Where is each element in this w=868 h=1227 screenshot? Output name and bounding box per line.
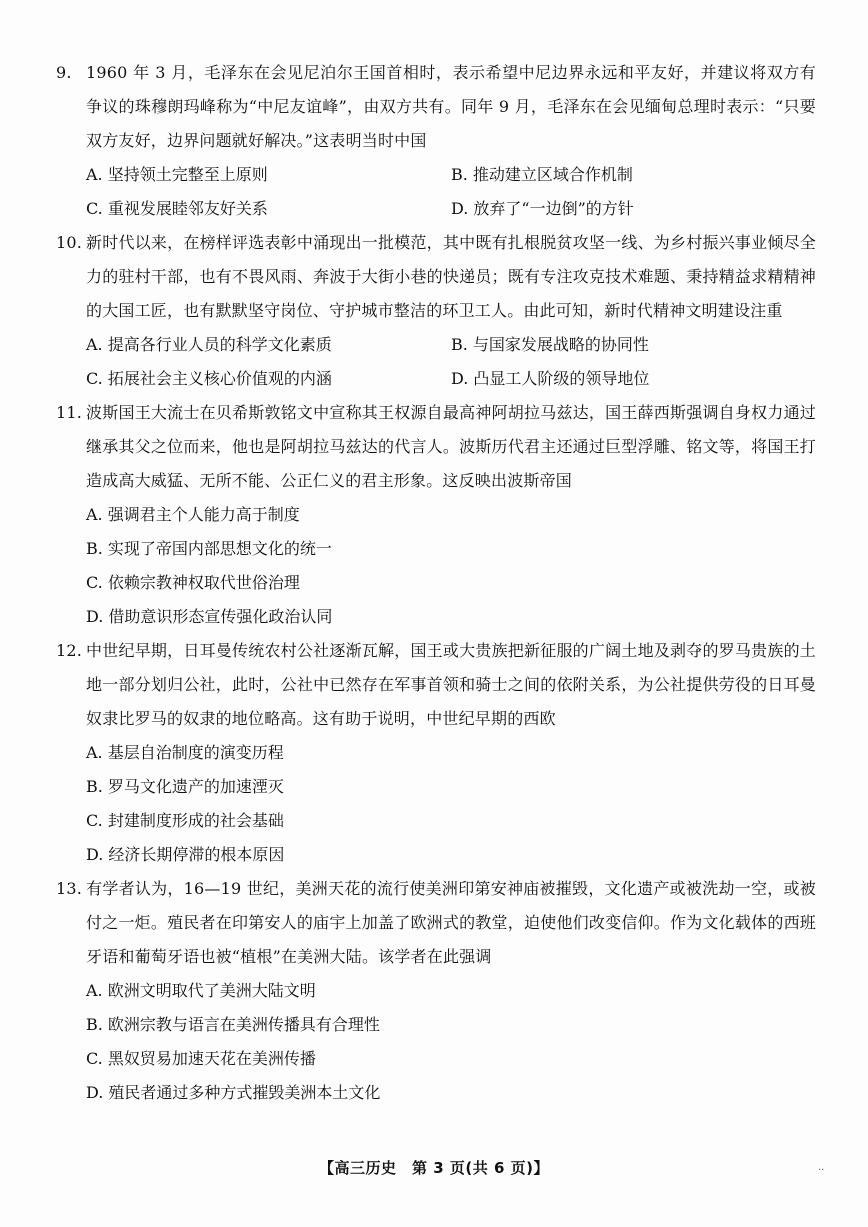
option-a[interactable]: A. 强调君主个人能力高于制度: [86, 505, 300, 524]
question-stem: [56, 226, 816, 328]
answer-options: [56, 974, 816, 1110]
option-a[interactable]: A. 欧洲文明取代了美洲大陆文明: [86, 981, 316, 1000]
question-text: 新时代以来，在榜样评选表彰中涌现出一批模范，其中既有扎根脱贫攻坚一线、为乡村振兴事业倾尽全力的驻村干部，也有不畏风雨、奔波于大街小巷的快递员；既有专注攻克技术难题、秉持精益求精精神的大国工匠，也有默默坚守岗位、守护城市整洁的环卫工人。由此可知，新时代精神文明建设注重: [86, 233, 816, 320]
option-d[interactable]: D. 放弃了“一边倒”的方针: [451, 199, 634, 218]
question-text: 1960 年 3 月，毛泽东在会见尼泊尔王国首相时，表示希望中尼边界永远和平友好，并建议将双方有争议的珠穆朗玛峰称为“中尼友谊峰”，由双方共有。同年 9 月，毛泽东在会见缅甸总理时表示：“只要双方友好，边界问题就好解决。”这表明当时中国: [86, 63, 816, 150]
option-c[interactable]: C. 黑奴贸易加速天花在美洲传播: [86, 1049, 316, 1068]
question-number: 11.: [56, 403, 83, 422]
question-stem: [56, 56, 816, 158]
question-number: 9.: [56, 63, 72, 82]
question-stem: [56, 872, 816, 974]
answer-options: [56, 158, 816, 226]
option-d[interactable]: D. 殖民者通过多种方式摧毁美洲本土文化: [86, 1083, 381, 1102]
corner-mark: ..: [818, 1162, 825, 1173]
option-c[interactable]: C. 依赖宗教神权取代世俗治理: [86, 573, 300, 592]
question-11: [56, 396, 816, 634]
question-10: [56, 226, 816, 396]
option-b[interactable]: B. 实现了帝国内部思想文化的统一: [86, 539, 332, 558]
question-text: 中世纪早期，日耳曼传统农村公社逐渐瓦解，国王或大贵族把新征服的广阔土地及剥夺的罗马贵族的土地一部分划归公社，此时，公社中已然存在军事首领和骑士之间的依附关系，为公社提供劳役的日耳曼奴隶比罗马的奴隶的地位略高。这有助于说明，中世纪早期的西欧: [86, 641, 816, 728]
option-b[interactable]: B. 罗马文化遗产的加速湮灭: [86, 777, 284, 796]
option-d[interactable]: D. 经济长期停滞的根本原因: [86, 845, 285, 864]
option-b[interactable]: B. 欧洲宗教与语言在美洲传播具有合理性: [86, 1015, 380, 1034]
answer-options: [56, 736, 816, 872]
question-stem: [56, 634, 816, 736]
answer-options: [56, 498, 816, 634]
option-d[interactable]: D. 借助意识形态宣传强化政治认同: [86, 607, 333, 626]
question-number: 13.: [56, 879, 83, 898]
question-stem: [56, 396, 816, 498]
option-b[interactable]: B. 与国家发展战略的协同性: [451, 335, 649, 354]
option-c[interactable]: C. 重视发展睦邻友好关系: [86, 199, 268, 218]
question-text: 有学者认为，16—19 世纪，美洲天花的流行使美洲印第安神庙被摧毁，文化遗产或被洗劫一空，或被付之一炬。殖民者在印第安人的庙宇上加盖了欧洲式的教堂，迫使他们改变信仰。作为文化载体的西班牙语和葡萄牙语也被“植根”在美洲大陆。该学者在此强调: [86, 879, 816, 966]
question-text: 波斯国王大流士在贝希斯敦铭文中宣称其王权源自最高神阿胡拉马兹达，国王薛西斯强调自身权力通过继承其父之位而来，他也是阿胡拉马兹达的代言人。波斯历代君主还通过巨型浮雕、铭文等，将国王打造成高大威猛、无所不能、公正仁义的君主形象。这反映出波斯帝国: [86, 403, 816, 490]
question-list: [56, 56, 816, 1110]
option-c[interactable]: C. 拓展社会主义核心价值观的内涵: [86, 369, 332, 388]
option-a[interactable]: A. 提高各行业人员的科学文化素质: [86, 335, 332, 354]
option-a[interactable]: A. 坚持领土完整至上原则: [86, 165, 268, 184]
page-footer: 【高三历史 第 3 页(共 6 页)】: [319, 1159, 549, 1177]
question-number: 10.: [56, 233, 83, 252]
option-b[interactable]: B. 推动建立区域合作机制: [451, 165, 633, 184]
question-13: [56, 872, 816, 1110]
question-number: 12.: [56, 641, 83, 660]
option-d[interactable]: D. 凸显工人阶级的领导地位: [451, 369, 650, 388]
answer-options: [56, 328, 816, 396]
question-12: [56, 634, 816, 872]
option-c[interactable]: C. 封建制度形成的社会基础: [86, 811, 284, 830]
question-9: [56, 56, 816, 226]
option-a[interactable]: A. 基层自治制度的演变历程: [86, 743, 284, 762]
